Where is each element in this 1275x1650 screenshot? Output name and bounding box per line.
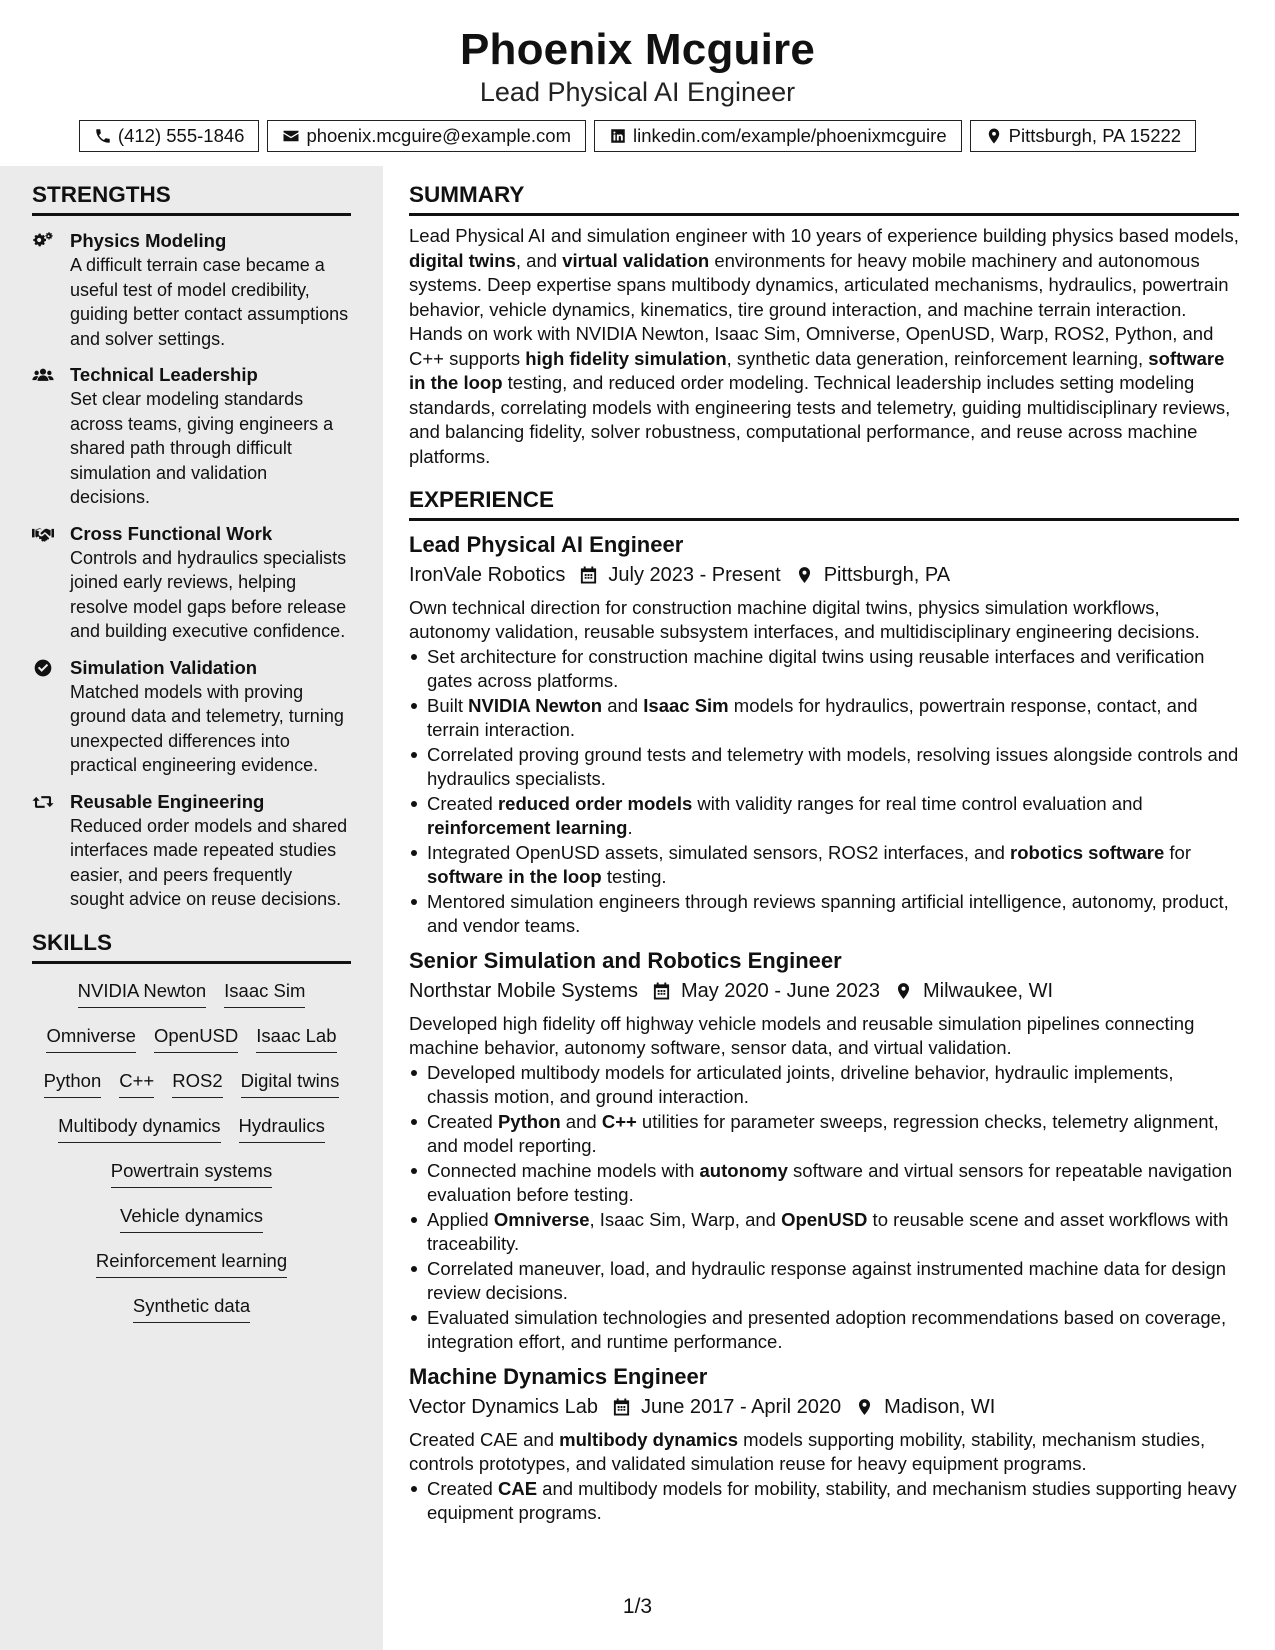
job-meta — [409, 976, 1239, 1006]
candidate-title: Lead Physical AI Engineer — [479, 77, 796, 107]
strength-item — [32, 655, 351, 778]
strength-title: Simulation Validation — [70, 656, 258, 678]
strength-desc: Matched models with proving ground data and telemetry, turning unexpected differences into practical engineering evidence. — [70, 681, 344, 775]
job-bullet: Built NVIDIA Newton and Isaac Sim models for hydraulics, powertrain response, contact, and terrain interaction. — [409, 694, 1239, 741]
page-number: 1/3 — [622, 1595, 653, 1618]
strength-title: Reusable Engineering — [70, 790, 265, 812]
job-bullets — [409, 1477, 1239, 1524]
job-location: Pittsburgh, PA — [823, 564, 951, 586]
experience-heading: EXPERIENCE — [409, 487, 1239, 521]
skill-tag: Isaac Lab — [256, 1023, 336, 1053]
job-bullet: Evaluated simulation technologies and presented adoption recommendations based on coverage, integration effort, and runtime performance. — [409, 1306, 1239, 1353]
skill-tag: Isaac Sim — [224, 978, 305, 1008]
job-entry — [409, 1363, 1239, 1524]
contact-location — [970, 120, 1196, 152]
strength-title: Physics Modeling — [70, 230, 227, 251]
strengths-list — [32, 228, 351, 912]
job-bullet: Set architecture for construction machine digital twins using reusable interfaces and verification gates across platforms. — [409, 645, 1239, 692]
job-bullet: Applied Omniverse, Isaac Sim, Warp, and OpenUSD to reusable scene and asset workflows with traceability. — [409, 1208, 1239, 1255]
strength-desc: A difficult terrain case became a useful test of model credibility, guiding better contact assumptions and solver settings. — [70, 255, 349, 349]
retweet-icon — [32, 792, 54, 812]
calendar-icon — [579, 565, 598, 585]
contact-email[interactable] — [267, 120, 586, 152]
job-company: Vector Dynamics Lab — [409, 1396, 598, 1418]
strength-title: Technical Leadership — [70, 364, 258, 385]
contact-phone-text: (412) 555-1846 — [117, 125, 245, 146]
candidate-name: Phoenix Mcguire — [459, 25, 816, 74]
job-description: Created CAE and multibody dynamics models supporting mobility, stability, mechanism studies, controls prototypes, and validated simulation reuse for heavy equipment programs. — [409, 1429, 1206, 1474]
strength-title: Cross Functional Work — [70, 522, 273, 544]
strength-desc: Set clear modeling standards across teams, giving engineers a shared path through difficult simulation and validation decisions. — [70, 389, 334, 507]
strengths-heading: STRENGTHS — [32, 182, 351, 216]
contact-location-text: Pittsburgh, PA 15222 — [1008, 125, 1182, 146]
job-location: Milwaukee, WI — [923, 980, 1054, 1002]
job-bullets — [409, 645, 1239, 937]
main-content — [383, 166, 1275, 1650]
job-entry — [409, 947, 1239, 1353]
contact-linkedin-text: linkedin.com/example/phoenixmcguire — [632, 125, 947, 146]
skill-tag: Hydraulics — [239, 1113, 325, 1143]
skill-row — [32, 1293, 351, 1338]
job-bullet: Created CAE and multibody models for mobility, stability, and mechanism studies supporting heavy equipment programs. — [409, 1477, 1239, 1524]
linkedin-icon — [609, 127, 627, 145]
skill-row — [32, 1158, 351, 1203]
users-icon — [32, 365, 54, 385]
strength-desc: Controls and hydraulics specialists joined early reviews, helping resolve model gaps before release and building executive confidence. — [70, 547, 347, 641]
strength-item — [32, 228, 351, 351]
contact-bar — [0, 120, 1275, 152]
job-bullet: Created reduced order models with validity ranges for real time control evaluation and reinforcement learning. — [409, 792, 1239, 839]
skill-tag: Synthetic data — [133, 1293, 250, 1323]
skill-tag: Python — [44, 1068, 102, 1098]
skills-list — [32, 978, 351, 1338]
skill-tag: Reinforcement learning — [96, 1248, 287, 1278]
skill-tag: ROS2 — [172, 1068, 222, 1098]
job-title: Machine Dynamics Engineer — [409, 1364, 708, 1389]
job-bullet: Mentored simulation engineers through reviews spanning artificial intelligence, autonomy, product, and vendor teams. — [409, 890, 1239, 937]
strength-item — [32, 789, 351, 912]
job-meta — [409, 560, 1239, 590]
job-bullet: Developed multibody models for articulated joints, driveline behavior, hydraulic implements, chassis motion, and ground interaction. — [409, 1061, 1239, 1108]
gears-icon — [32, 231, 54, 251]
sidebar — [0, 166, 383, 1650]
skill-tag: Multibody dynamics — [58, 1113, 220, 1143]
summary-text: Lead Physical AI and simulation engineer with 10 years of experience building physics based models, digital twins, and virtual validation environments for heavy mobile machinery and autonomous systems. Deep expertise spans multibody dynamics, articulated mechanisms, hydraulics, powertrain behavior, vehicle dynamics, kinematics, tire ground interaction, and machine terrain interaction. Hands on work with NVIDIA Newton, Isaac Sim, Omniverse, OpenUSD, Warp, ROS2, Python, and C++ supports high fidelity simulation, synthetic data generation, reinforcement learning, software in the loop testing, and reduced order modeling. Technical leadership includes setting modeling standards, correlating models with engineering tests and telemetry, guiding multidisciplinary reviews, and balancing fidelity, solver robustness, computational performance, and reuse across machine platforms. — [409, 225, 1239, 467]
summary-heading: SUMMARY — [409, 182, 1239, 216]
calendar-icon — [612, 1397, 631, 1417]
skills-heading: SKILLS — [32, 930, 351, 964]
map-pin-icon — [855, 1397, 874, 1417]
contact-linkedin[interactable] — [594, 120, 962, 152]
job-description: Developed high fidelity off highway vehicle models and reusable simulation pipelines connecting machine behavior, autonomy software, sensor data, and virtual validation. — [409, 1013, 1195, 1058]
skill-tag: Omniverse — [46, 1023, 135, 1053]
skill-row — [32, 978, 351, 1023]
map-pin-icon — [894, 981, 913, 1001]
job-dates: May 2020 - June 2023 — [680, 980, 880, 1002]
skill-row — [32, 1248, 351, 1293]
skill-tag: NVIDIA Newton — [78, 978, 207, 1008]
job-dates: June 2017 - April 2020 — [640, 1396, 842, 1418]
skill-row — [32, 1068, 351, 1113]
strength-desc: Reduced order models and shared interfaces made repeated studies easier, and peers frequently sought advice on reuse decisions. — [70, 815, 348, 909]
job-bullets — [409, 1061, 1239, 1353]
resume-header — [0, 0, 1275, 166]
job-meta — [409, 1392, 1239, 1422]
skill-row — [32, 1113, 351, 1158]
strength-item — [32, 521, 351, 644]
phone-icon — [94, 127, 112, 145]
job-title: Senior Simulation and Robotics Engineer — [409, 948, 842, 973]
skill-tag: OpenUSD — [154, 1023, 238, 1053]
handshake-icon — [32, 524, 54, 544]
job-bullet: Correlated proving ground tests and telemetry with models, resolving issues alongside controls and hydraulics specialists. — [409, 743, 1239, 790]
job-dates: July 2023 - Present — [608, 564, 781, 586]
contact-phone[interactable] — [79, 120, 260, 152]
skill-row — [32, 1023, 351, 1068]
skill-tag: Powertrain systems — [111, 1158, 272, 1188]
job-bullet: Created Python and C++ utilities for parameter sweeps, regression checks, telemetry alignment, and model reporting. — [409, 1110, 1239, 1157]
map-pin-icon — [795, 565, 814, 585]
job-bullet: Connected machine models with autonomy software and virtual sensors for repeatable navigation evaluation before testing. — [409, 1159, 1239, 1206]
job-bullet: Integrated OpenUSD assets, simulated sensors, ROS2 interfaces, and robotics software for software in the loop testing. — [409, 841, 1239, 888]
job-company: Northstar Mobile Systems — [409, 980, 638, 1002]
check-circle-icon — [32, 658, 54, 678]
job-description: Own technical direction for construction machine digital twins, physics simulation workflows, autonomy validation, reusable subsystem interfaces, and multidisciplinary engineering decisions. — [409, 597, 1200, 642]
contact-email-text: phoenix.mcguire@example.com — [306, 125, 571, 146]
job-company: IronVale Robotics — [409, 564, 566, 586]
job-bullet: Correlated maneuver, load, and hydraulic response against instrumented machine data for design review decisions. — [409, 1257, 1239, 1304]
skill-row — [32, 1203, 351, 1248]
map-pin-icon — [985, 127, 1003, 145]
job-title: Lead Physical AI Engineer — [409, 532, 684, 557]
skill-tag: Digital twins — [241, 1068, 340, 1098]
skill-tag: C++ — [119, 1068, 154, 1098]
envelope-icon — [282, 127, 300, 145]
skill-tag: Vehicle dynamics — [120, 1203, 263, 1233]
calendar-icon — [652, 981, 671, 1001]
strength-item — [32, 362, 351, 510]
job-location: Madison, WI — [884, 1396, 996, 1418]
job-entry — [409, 531, 1239, 937]
